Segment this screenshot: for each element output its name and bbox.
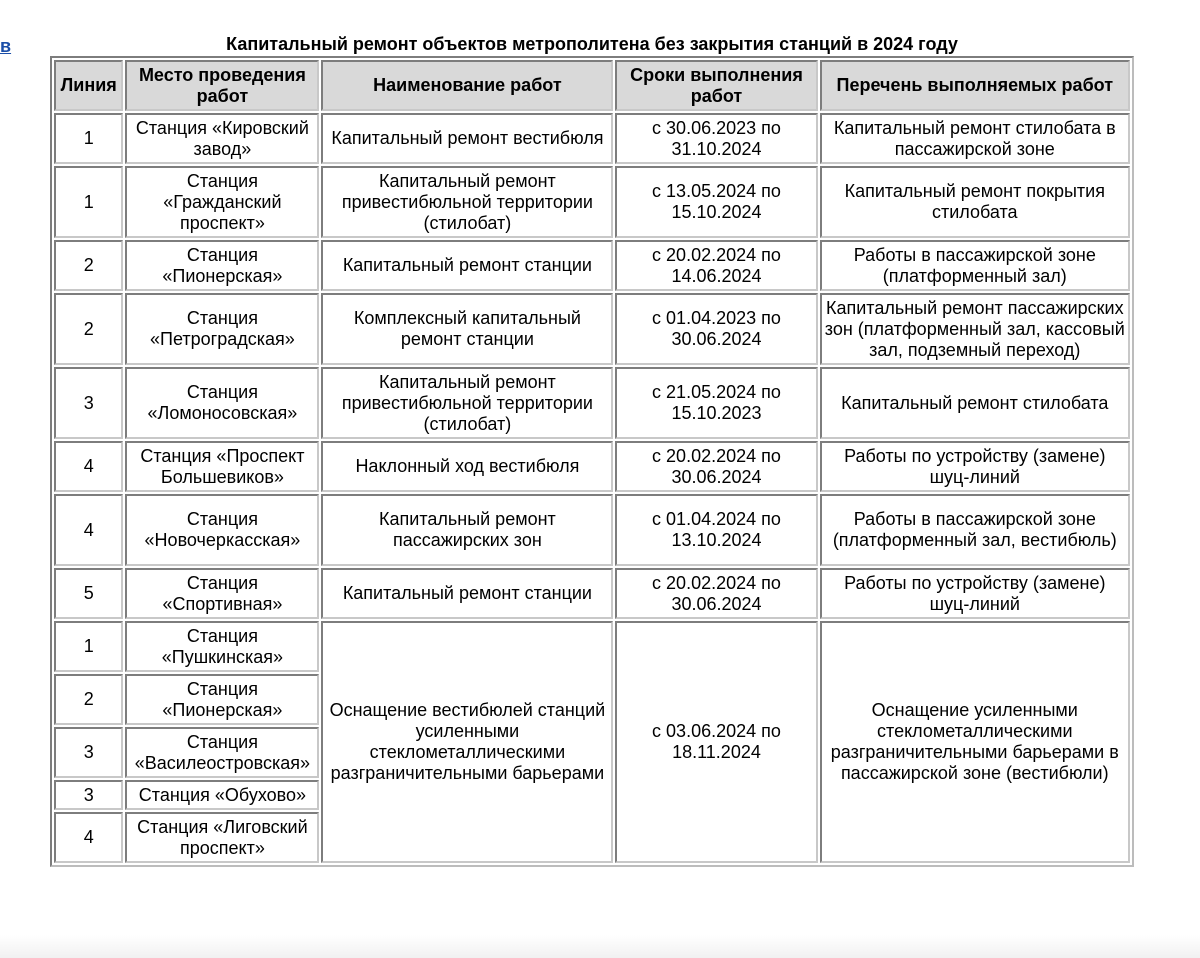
table-row bbox=[54, 367, 1130, 439]
cell-dates: с 20.02.2024 по 14.06.2024 bbox=[615, 240, 817, 291]
table-row bbox=[54, 441, 1130, 492]
cell-place: Станция «Ломоносовская» bbox=[125, 367, 319, 439]
header-dates: Сроки выполнения работ bbox=[615, 60, 817, 111]
cell-name: Капитальный ремонт привестибюльной территории (стилобат) bbox=[321, 367, 613, 439]
header-name: Наименование работ bbox=[321, 60, 613, 111]
table-row bbox=[54, 240, 1130, 291]
cell-line: 2 bbox=[54, 674, 123, 725]
header-list: Перечень выполняемых работ bbox=[820, 60, 1130, 111]
table-header-row bbox=[54, 60, 1130, 111]
cell-dates: с 30.06.2023 по 31.10.2024 bbox=[615, 113, 817, 164]
cell-place: Станция «Новочеркасская» bbox=[125, 494, 319, 566]
cell-line: 3 bbox=[54, 780, 123, 810]
cell-name: Капитальный ремонт вестибюля bbox=[321, 113, 613, 164]
cell-place: Станция «Спортивная» bbox=[125, 568, 319, 619]
cell-place: Станция «Василеостровская» bbox=[125, 727, 319, 778]
cell-place: Станция «Пушкинская» bbox=[125, 621, 319, 672]
cell-name: Капитальный ремонт привестибюльной территории (стилобат) bbox=[321, 166, 613, 238]
table-row bbox=[54, 166, 1130, 238]
cell-list: Работы в пассажирской зоне (платформенный зал) bbox=[820, 240, 1130, 291]
cell-place: Станция «Лиговский проспект» bbox=[125, 812, 319, 863]
repair-works-table bbox=[50, 56, 1134, 867]
cell-name-merged: Оснащение вестибюлей станций усиленными стеклометаллическими разграничительными барьерами bbox=[321, 621, 613, 863]
cell-line: 2 bbox=[54, 240, 123, 291]
cell-dates: с 01.04.2023 по 30.06.2024 bbox=[615, 293, 817, 365]
cell-place: Станция «Обухово» bbox=[125, 780, 319, 810]
back-link[interactable]: в bbox=[0, 36, 12, 56]
cell-list: Капитальный ремонт стилобата в пассажирской зоне bbox=[820, 113, 1130, 164]
cell-line: 1 bbox=[54, 113, 123, 164]
bottom-bar bbox=[0, 935, 1200, 958]
cell-dates: с 20.02.2024 по 30.06.2024 bbox=[615, 568, 817, 619]
cell-line: 4 bbox=[54, 441, 123, 492]
cell-line: 3 bbox=[54, 727, 123, 778]
cell-dates-merged: с 03.06.2024 по 18.11.2024 bbox=[615, 621, 817, 863]
cell-list: Капитальный ремонт покрытия стилобата bbox=[820, 166, 1130, 238]
cell-list: Работы в пассажирской зоне (платформенный зал, вестибюль) bbox=[820, 494, 1130, 566]
header-line: Линия bbox=[54, 60, 123, 111]
table-row bbox=[54, 621, 1130, 672]
cell-place: Станция «Петроградская» bbox=[125, 293, 319, 365]
cell-name: Капитальный ремонт станции bbox=[321, 240, 613, 291]
cell-place: Станция «Пионерская» bbox=[125, 240, 319, 291]
cell-list: Капитальный ремонт стилобата bbox=[820, 367, 1130, 439]
page-title: Капитальный ремонт объектов метрополитена без закрытия станций в 2024 году bbox=[226, 34, 958, 54]
cell-line: 1 bbox=[54, 621, 123, 672]
cell-name: Капитальный ремонт пассажирских зон bbox=[321, 494, 613, 566]
cell-name: Наклонный ход вестибюля bbox=[321, 441, 613, 492]
cell-line: 4 bbox=[54, 494, 123, 566]
cell-place: Станция «Кировский завод» bbox=[125, 113, 319, 164]
cell-line: 3 bbox=[54, 367, 123, 439]
cell-line: 4 bbox=[54, 812, 123, 863]
header-place: Место проведения работ bbox=[125, 60, 319, 111]
cell-place: Станция «Гражданский проспект» bbox=[125, 166, 319, 238]
cell-dates: с 20.02.2024 по 30.06.2024 bbox=[615, 441, 817, 492]
cell-line: 1 bbox=[54, 166, 123, 238]
table-row bbox=[54, 113, 1130, 164]
cell-dates: с 01.04.2024 по 13.10.2024 bbox=[615, 494, 817, 566]
cell-name: Комплексный капитальный ремонт станции bbox=[321, 293, 613, 365]
cell-place: Станция «Пионерская» bbox=[125, 674, 319, 725]
cell-line: 5 bbox=[54, 568, 123, 619]
cell-list-merged: Оснащение усиленными стеклометаллическими разграничительными барьерами в пассажирской зоне (вестибюли) bbox=[820, 621, 1130, 863]
cell-place: Станция «Проспект Большевиков» bbox=[125, 441, 319, 492]
cell-list: Капитальный ремонт пассажирских зон (платформенный зал, кассовый зал, подземный переход) bbox=[820, 293, 1130, 365]
cell-list: Работы по устройству (замене) шуц-линий bbox=[820, 568, 1130, 619]
cell-dates: с 13.05.2024 по 15.10.2024 bbox=[615, 166, 817, 238]
cell-name: Капитальный ремонт станции bbox=[321, 568, 613, 619]
table-row bbox=[54, 494, 1130, 566]
cell-dates: с 21.05.2024 по 15.10.2023 bbox=[615, 367, 817, 439]
table-row bbox=[54, 293, 1130, 365]
table-row bbox=[54, 568, 1130, 619]
cell-line: 2 bbox=[54, 293, 123, 365]
cell-list: Работы по устройству (замене) шуц-линий bbox=[820, 441, 1130, 492]
